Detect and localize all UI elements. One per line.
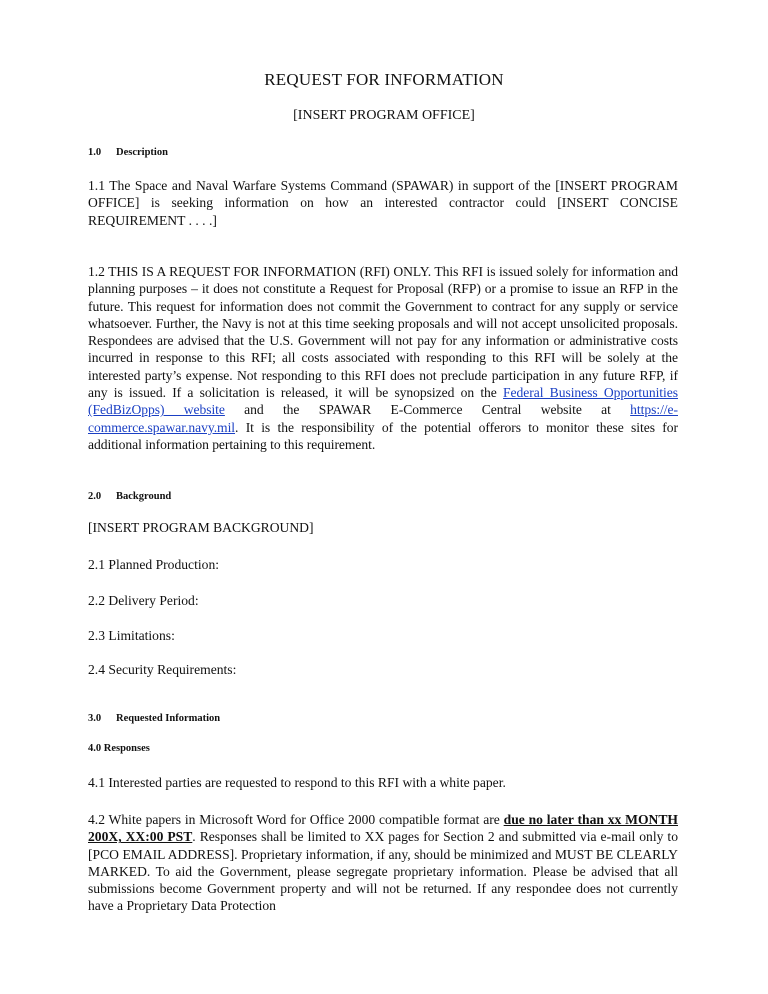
section-title: Description — [116, 147, 168, 158]
section-number: 1.0 — [88, 147, 102, 158]
section-heading-background — [88, 491, 171, 502]
paragraph-1-2-text-a: 1.2 THIS IS A REQUEST FOR INFORMATION (RFI) ONLY. This RFI is issued solely for information and planning purposes – it does not constitute a Request for Proposal (RFP) or a promise to issue an RFP in the future. This request for information does not commit the Government to contract for any supply or service whatsoever. Further, the Navy is not at this time seeking proposals and will not accept unsolicited proposals. Respondees are advised that the U.S. Government will not pay for any information or administrative costs incurred in response to this RFI; all costs associated with responding to this RFI will be solely at the interested party’s expense. Not responding to this RFI does not preclude participation in any future RFP, if any is issued. If a solicitation is released, it will be synopsized on the — [88, 264, 678, 401]
paragraph-1-2-text-c: . It is the responsibility of the potential offerors to monitor these sites for additional information pertaining to this requirement. — [88, 419, 678, 452]
paragraph-4-2 — [88, 811, 678, 915]
section-heading-description — [88, 147, 168, 158]
section-number: 2.0 — [88, 491, 102, 502]
paragraph-4-2-text-b: . Responses shall be limited to XX pages for Section 2 and submitted via e-mail only to [PCO EMAIL ADDRESS]. Proprietary information, if any, should be minimized and MUST BE CLEARLY MARKED. To aid the Government, please segregate proprietary information. Please be advised that all submissions become Government property and will not be returned. If any respondee does not currently have a Proprietary Data Protection — [88, 829, 678, 914]
planned-production-item: 2.1 Planned Production: — [88, 557, 220, 572]
delivery-period-item: 2.2 Delivery Period: — [88, 593, 199, 608]
fedbizopps-link[interactable]: Federal Business Opportunities (FedBizOpps) website — [88, 385, 678, 418]
section-title: Responses — [103, 743, 150, 754]
section-number: 3.0 — [88, 713, 102, 724]
paragraph-1-1: 1.1 The Space and Naval Warfare Systems Command (SPAWAR) in support of the [INSERT PROGRAM OFFICE] is seeking information on how an interested contractor could [INSERT CONCISE REQUIREMENT . . . .] — [88, 178, 678, 228]
paragraph-4-2-text-a: 4.2 White papers in Microsoft Word for Office 2000 compatible format are — [88, 812, 504, 827]
limitations-item: 2.3 Limitations: — [88, 628, 175, 643]
section-number: 4.0 — [88, 743, 102, 754]
paragraph-4-1: 4.1 Interested parties are requested to respond to this RFI with a white paper. — [88, 775, 506, 790]
section-title: Requested Information — [116, 713, 221, 724]
program-background-placeholder: [INSERT PROGRAM BACKGROUND] — [88, 520, 314, 535]
section-title: Background — [116, 491, 172, 502]
section-heading-responses — [88, 743, 150, 754]
due-date-deadline: due no later than xx MONTH 200X, XX:00 PST — [88, 812, 678, 845]
section-heading-requested-information — [88, 713, 220, 724]
paragraph-1-2 — [88, 263, 678, 453]
security-requirements-item: 2.4 Security Requirements: — [88, 662, 237, 677]
document-title: REQUEST FOR INFORMATION — [264, 70, 504, 89]
paragraph-1-2-text-b: and the SPAWAR E-Commerce Central website at — [224, 402, 631, 418]
spawar-ecommerce-link[interactable]: https://e-commerce.spawar.navy.mil — [88, 402, 678, 435]
program-office-placeholder: [INSERT PROGRAM OFFICE] — [293, 108, 475, 123]
